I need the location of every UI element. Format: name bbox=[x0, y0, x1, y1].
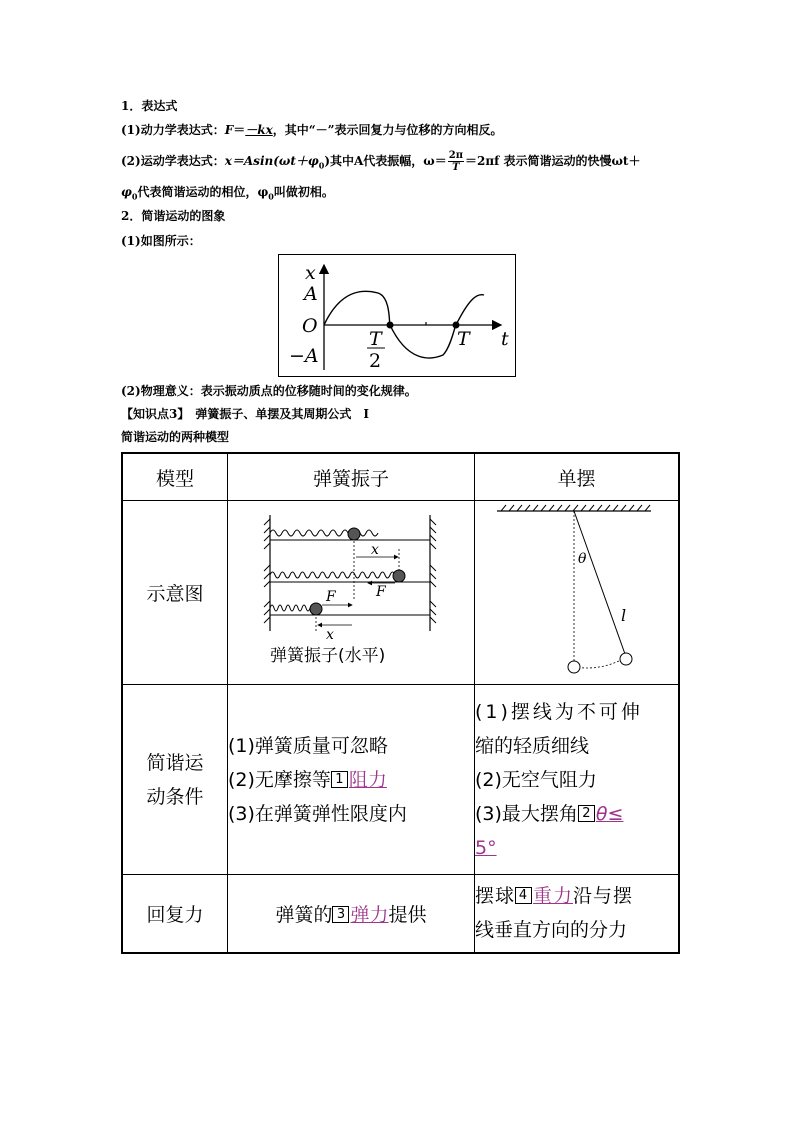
pendulum-condition-cell bbox=[475, 685, 680, 875]
period-label: T bbox=[457, 328, 470, 350]
spring-condition-3: (3)在弹簧弹性限度内 bbox=[228, 802, 407, 825]
spring-diagram-cell bbox=[228, 501, 475, 685]
theta-label: θ bbox=[578, 551, 587, 567]
half-period-den: 2 bbox=[369, 350, 382, 372]
blank-number-2: 2 bbox=[578, 805, 595, 822]
right-wall-hatch bbox=[430, 519, 436, 623]
label-condition-line1: 简谐运 bbox=[146, 751, 204, 774]
spring-force-prefix: 弹簧的 bbox=[275, 903, 333, 926]
kinematics-end: ＝2πf 表示简谐运动的快慢ωt＋ bbox=[465, 154, 641, 168]
displacement-label-2: x bbox=[326, 627, 334, 643]
header-spring: 弹簧振子 bbox=[228, 453, 475, 501]
spring-caption: 弹簧振子(水平) bbox=[270, 646, 386, 666]
table-header-row bbox=[122, 453, 679, 501]
ball-1 bbox=[348, 528, 360, 540]
answer-1: 阻力 bbox=[348, 768, 387, 791]
origin-label: O bbox=[302, 315, 318, 337]
pendulum-force-prefix: 摆球 bbox=[475, 885, 516, 908]
dynamics-suffix: ，其中“－”表示回复力与位移的方向相反。 bbox=[272, 123, 503, 137]
answer-2-continued: 5° bbox=[475, 836, 497, 859]
displacement-label-1: x bbox=[371, 542, 379, 558]
pendulum-force-line1 bbox=[475, 879, 678, 913]
swing-arc bbox=[574, 659, 623, 668]
answer-3: 弹力 bbox=[350, 903, 389, 926]
spring-condition-1: (1)弹簧质量可忽略 bbox=[228, 734, 388, 757]
kinematics-expression-line bbox=[121, 150, 640, 173]
pendulum-string bbox=[574, 511, 625, 654]
pendulum-condition-3 bbox=[475, 797, 678, 831]
fraction-denominator: T bbox=[452, 162, 460, 173]
pendulum-condition-3b bbox=[475, 831, 678, 865]
label-force: 回复力 bbox=[122, 875, 228, 953]
spring-oscillator-diagram bbox=[228, 501, 474, 679]
y-axis-label: x bbox=[305, 262, 316, 284]
dynamics-expression-line bbox=[121, 122, 503, 138]
section-heading-graph: 2．简谐运动的图象 bbox=[121, 209, 226, 223]
phase-end: 叫做初相。 bbox=[273, 185, 334, 199]
spring-1 bbox=[270, 530, 378, 536]
amplitude-label: A bbox=[304, 283, 318, 305]
force-label-2: F bbox=[326, 589, 336, 605]
graph-meaning: (2)物理意义：表示振动质点的位移随时间的变化规律。 bbox=[121, 384, 417, 398]
omega-fraction bbox=[448, 150, 464, 173]
phase-symbol: φ bbox=[121, 185, 132, 199]
ceiling-hatch bbox=[501, 505, 650, 511]
pendulum-force-line2: 线垂直方向的分力 bbox=[475, 919, 628, 942]
blank-number-3: 3 bbox=[332, 906, 349, 923]
pendulum-condition-1: (1)摆线为不可伸 bbox=[475, 700, 643, 723]
x-axis-label: t bbox=[501, 328, 509, 350]
length-label: l bbox=[621, 606, 627, 625]
spring-force-suffix: 提供 bbox=[388, 903, 427, 926]
header-model: 模型 bbox=[122, 453, 228, 501]
label-condition-line2: 动条件 bbox=[146, 785, 204, 808]
dynamics-prefix: (1)动力学表达式： bbox=[121, 123, 225, 137]
neg-amplitude-label: −A bbox=[289, 345, 319, 367]
table-row-condition bbox=[122, 685, 679, 875]
blank-number-4: 4 bbox=[515, 887, 532, 904]
formula-close: ) bbox=[324, 154, 330, 168]
half-period-point bbox=[387, 322, 394, 329]
dynamics-answer: －kx bbox=[245, 123, 273, 137]
half-period-num: T bbox=[369, 328, 382, 350]
initial-phase-sub: 0 bbox=[268, 191, 274, 202]
ball-3 bbox=[310, 603, 322, 615]
spring-condition-2-text: (2)无摩擦等 bbox=[228, 768, 331, 791]
equals-sign: ＝ bbox=[233, 123, 246, 137]
models-table bbox=[121, 452, 680, 954]
graph-sub1: (1)如图所示： bbox=[121, 234, 201, 248]
spring-3 bbox=[270, 605, 310, 611]
answer-4: 重力 bbox=[533, 885, 574, 908]
table-row-force bbox=[122, 875, 679, 953]
force-symbol: F bbox=[224, 123, 234, 137]
spring-force-cell bbox=[228, 875, 475, 953]
ball-2 bbox=[393, 570, 405, 582]
knowledge-heading: 【知识点3】 弹簧振子、单摆及其周期公式 Ⅰ bbox=[121, 407, 369, 421]
shm-graph-svg bbox=[279, 255, 515, 376]
pendulum-force-cell bbox=[475, 875, 680, 953]
label-diagram: 示意图 bbox=[122, 501, 228, 685]
pendulum-diagram-cell bbox=[475, 501, 680, 685]
spring-condition-2 bbox=[228, 763, 474, 797]
label-condition bbox=[122, 685, 228, 875]
answer-2: θ≤ bbox=[595, 802, 624, 825]
left-wall-hatch bbox=[264, 519, 270, 623]
phase-mid: 代表简谐运动的相位，φ bbox=[137, 185, 269, 199]
pendulum-condition-3-text: (3)最大摆角 bbox=[475, 802, 578, 825]
shm-graph bbox=[278, 254, 516, 377]
pendulum-condition-1b: 缩的轻质细线 bbox=[475, 734, 590, 757]
phase-symbol-sub: 0 bbox=[131, 191, 138, 202]
header-pendulum: 单摆 bbox=[475, 453, 680, 501]
blank-number-1: 1 bbox=[331, 771, 348, 788]
bob-displaced bbox=[620, 653, 632, 665]
models-subheading: 简谐运动的两种模型 bbox=[121, 430, 230, 444]
pendulum-diagram bbox=[475, 501, 678, 679]
phase-subscript: 0 bbox=[318, 160, 325, 171]
section-heading-expression: 1．表达式 bbox=[121, 99, 178, 113]
pendulum-force-suffix: 沿与摆 bbox=[573, 885, 634, 908]
phase-line bbox=[121, 184, 334, 204]
table-row-diagram bbox=[122, 501, 679, 685]
kinematics-mid: 其中A代表振幅，ω＝ bbox=[330, 154, 447, 168]
kinematics-formula: x＝Asin(ωt＋φ bbox=[224, 154, 319, 168]
spring-condition-cell bbox=[228, 685, 475, 875]
kinematics-prefix: (2)运动学表达式： bbox=[121, 154, 225, 168]
spring-2 bbox=[270, 572, 395, 578]
pendulum-condition-2: (2)无空气阻力 bbox=[475, 768, 597, 791]
bob-rest bbox=[568, 661, 580, 673]
force-label-1: F bbox=[376, 584, 386, 600]
fraction-numerator: 2π bbox=[448, 150, 464, 161]
